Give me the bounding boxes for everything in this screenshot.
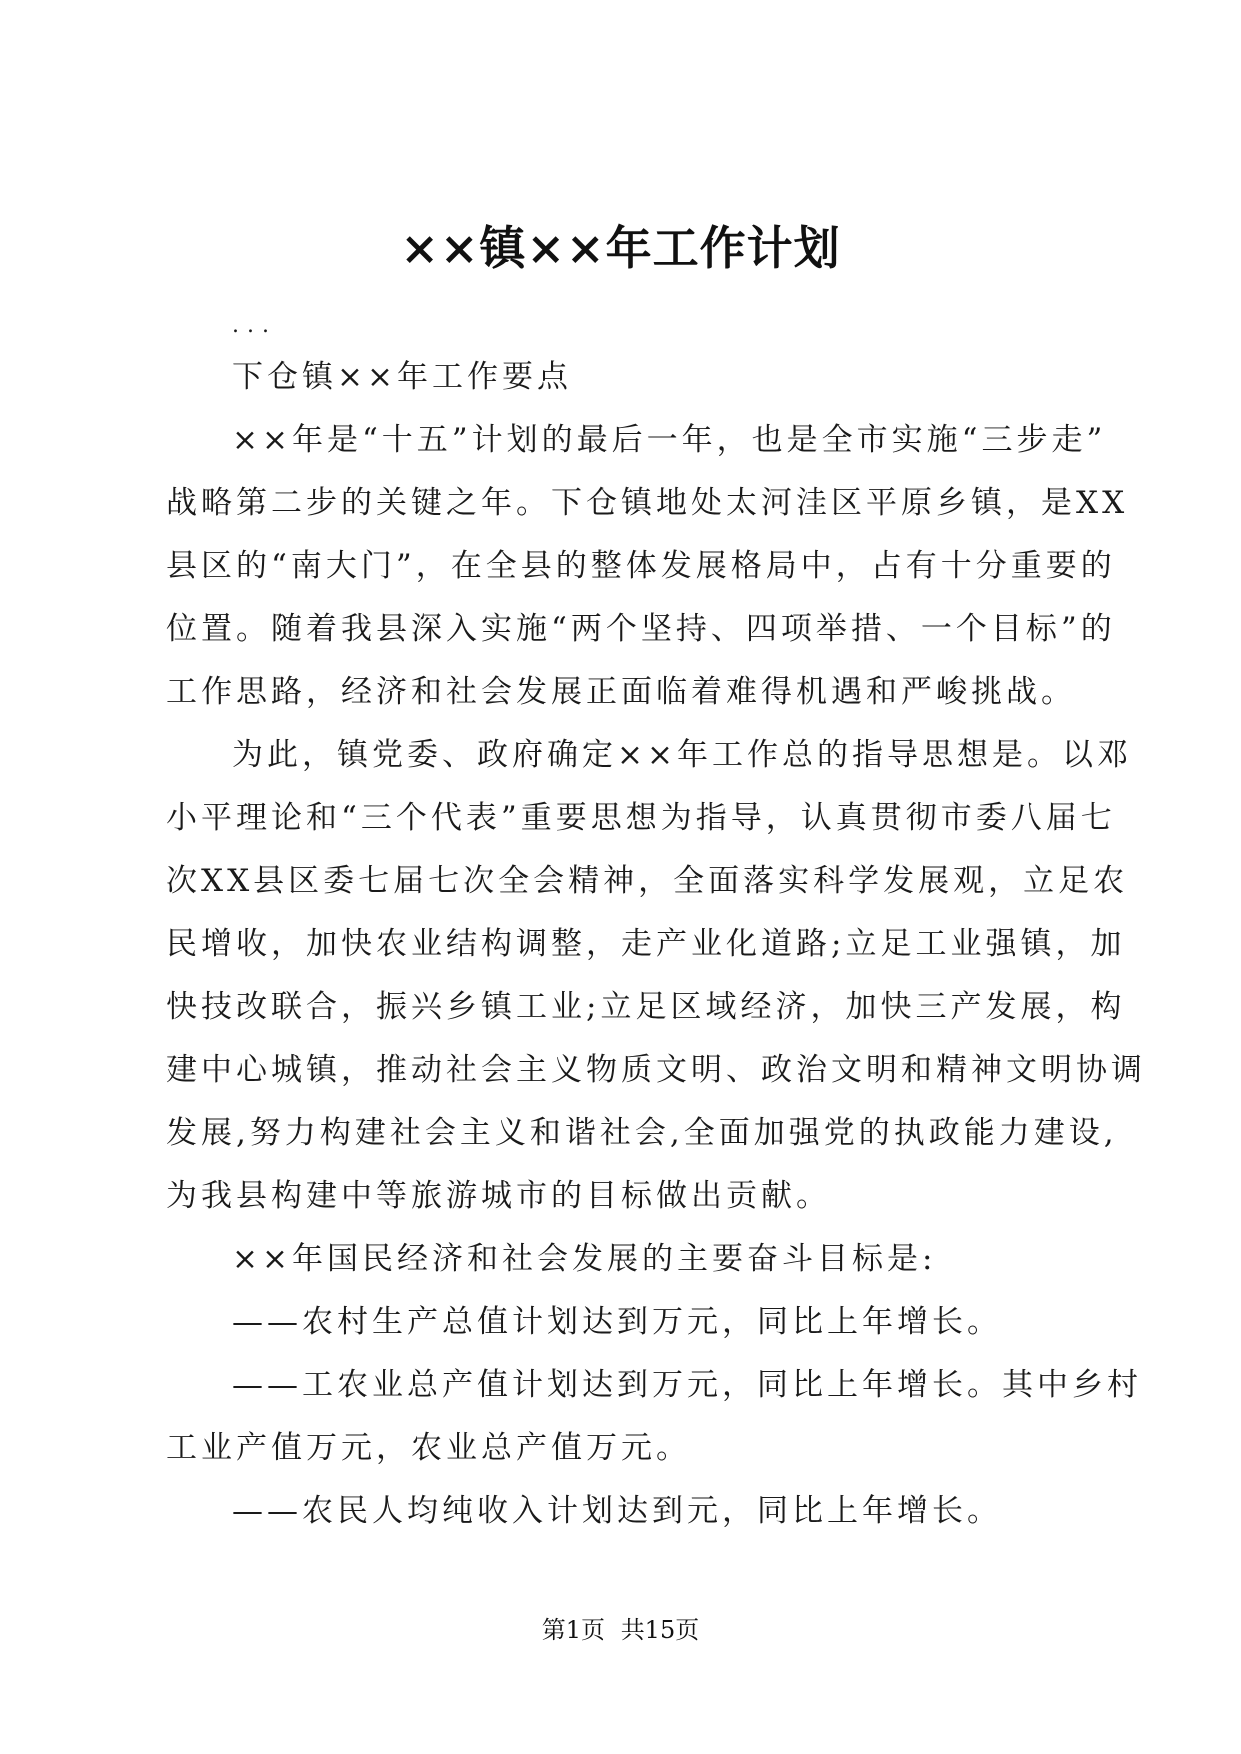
list-item: ——农村生产总值计划达到万元，同比上年增长。 (232, 1304, 1002, 1340)
paragraph-line: 快技改联合，振兴乡镇工业;立足区域经济，加快三产发展，构 (166, 989, 1126, 1025)
list-item: ——工农业总产值计划达到万元，同比上年增长。其中乡村 (232, 1367, 1142, 1403)
paragraph-line: 为我县构建中等旅游城市的目标做出贡献。 (166, 1178, 831, 1214)
page-footer (0, 1610, 1241, 1645)
paragraph-line: 县区的“南大门”，在全县的整体发展格局中，占有十分重要的 (166, 548, 1116, 584)
section-heading: 下仓镇××年工作要点 (232, 359, 572, 395)
paragraph-line: 建中心城镇，推动社会主义物质文明、政治文明和精神文明协调 (166, 1052, 1146, 1088)
paragraph-line: 工作思路，经济和社会发展正面临着难得机遇和严峻挑战。 (166, 674, 1076, 710)
paragraph-line: ××年国民经济和社会发展的主要奋斗目标是: (232, 1241, 937, 1277)
paragraph-line: 发展,努力构建社会主义和谐社会,全面加强党的执政能力建设, (166, 1115, 1118, 1151)
paragraph-line: 位置。随着我县深入实施“两个坚持、四项举措、一个目标”的 (166, 611, 1116, 647)
paragraph-line: 次XX县区委七届七次全会精神，全面落实科学发展观，立足农 (166, 863, 1129, 899)
paragraph-line: 民增收，加快农业结构调整，走产业化道路;立足工业强镇，加 (166, 926, 1126, 962)
page-total: 共15页 (620, 1616, 700, 1644)
paragraph-line: 小平理论和“三个代表”重要思想为指导，认真贯彻市委八届七 (166, 800, 1116, 836)
page-number: 第1页 (541, 1616, 606, 1644)
ellipsis-marker: ... (232, 313, 277, 338)
list-item-continuation: 工业产值万元，农业总产值万元。 (166, 1430, 691, 1466)
list-item: ——农民人均纯收入计划达到元，同比上年增长。 (232, 1493, 1002, 1529)
paragraph-line: ××年是“十五”计划的最后一年，也是全市实施“三步走” (232, 422, 1107, 458)
document-body (166, 306, 1146, 1543)
document-title: ××镇××年工作计划 (400, 221, 841, 275)
paragraph-line: 为此，镇党委、政府确定××年工作总的指导思想是。以邓 (232, 737, 1132, 773)
paragraph-line: 战略第二步的关键之年。下仓镇地处太河洼区平原乡镇，是XX (166, 485, 1129, 521)
